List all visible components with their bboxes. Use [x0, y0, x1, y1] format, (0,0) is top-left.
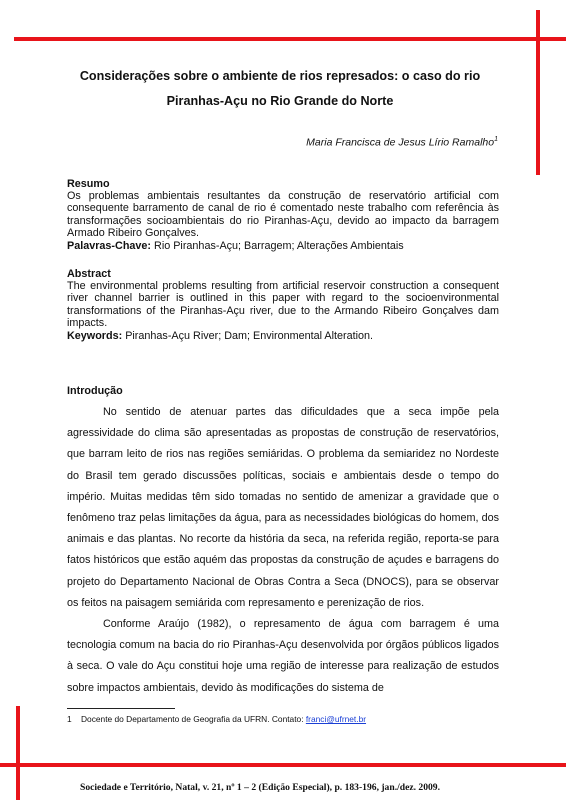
resumo-keywords-label: Palavras-Chave: — [67, 240, 152, 253]
top-red-rule — [14, 37, 566, 41]
abstract-keywords-label: Keywords: — [67, 330, 123, 343]
abstract-keywords-list: Piranhas-Açu River; Dam; Environmental Alteration. — [122, 330, 374, 343]
paper-title — [60, 64, 500, 114]
resumo-keywords — [67, 240, 499, 252]
abstract-keywords — [67, 330, 499, 342]
left-red-rule — [16, 706, 20, 800]
title-line-2: Piranhas-Açu no Rio Grande do Norte — [166, 94, 394, 108]
footnote-text: Docente do Departamento de Geografia da UFRN. Contato: — [81, 714, 306, 724]
resumo-text: Os problemas ambientais resultantes da construção de reservatório artificial com consequente barramento de canal de rio é comentado neste trabalho com referência às transformações socioambientais do rio Piranhas-Açu, devido ao impacto da barragem Armado Ribeiro Gonçalves. — [67, 190, 499, 239]
resumo-section — [67, 178, 499, 252]
author-footnote-mark: 1 — [494, 136, 498, 143]
author-line — [200, 136, 498, 149]
resumo-keywords-list: Rio Piranhas-Açu; Barragem; Alterações Ambientais — [151, 240, 404, 253]
abstract-section — [67, 268, 499, 342]
footnote-separator — [67, 708, 175, 709]
introduction-paragraph-2: Conforme Araújo (1982), o represamento de água com barragem é uma tecnologia comum na bacia do rio Piranhas-Açu desenvolvida por órgãos públicos ligados à seca. O vale do Açu constitui hoje uma região de interesse para realização de estudos sobre impactos ambientais, devido às modificações do sistema de — [67, 618, 499, 694]
right-red-rule — [536, 10, 540, 175]
title-line-1: Considerações sobre o ambiente de rios represados: o caso do rio — [79, 69, 481, 83]
abstract-heading: Abstract — [67, 268, 111, 280]
footnote-email-link[interactable]: franci@ufrnet.br — [305, 714, 367, 724]
journal-footer: Sociedade e Território, Natal, v. 21, nº 1 – 2 (Edição Especial), p. 183-196, jan./dez. 2009. — [80, 782, 440, 793]
resumo-heading: Resumo — [67, 178, 110, 190]
abstract-text: The environmental problems resulting from artificial reservoir construction a consequent river channel barrier is outlined in this paper with regard to the socioenvironmental transformations of the Piranhas-Açu river, due to the Armando Ribeiro Gonçalves dam impacts. — [67, 280, 499, 329]
author-name: Maria Francisca de Jesus Lírio Ramalho — [306, 136, 495, 149]
introduction-paragraph-1: No sentido de atenuar partes das dificuldades que a seca impõe pela agressividade do clima são apresentadas as propostas de construção de reservatórios, que barram leito de rios nas regiões semiáridas. O problema da semiaridez no Nordeste do Brasil tem gerado discussões políticas, sociais e ambientais desde o tempo do império. Muitas medidas têm sido tomadas no sentido de amenizar a gravidade que o fenômeno traz pelas limitações da água, para as necessidades biológicas do homem, dos animais e das plantas. No recorte da história da seca, na referida região, reporta-se para fatos históricos que estão aquém das propostas da construção de açudes e barragens do projeto do Departamento Nacional de Obras Contra a Seca (DNOCS), para se observar os feitos na paisagem semiárida com represamento e perenização de rios. — [67, 406, 499, 609]
footnote — [67, 714, 366, 724]
footnote-number: 1 — [67, 714, 72, 724]
introduction-body — [67, 402, 499, 699]
introduction-heading: Introdução — [67, 385, 123, 397]
bottom-red-rule — [0, 763, 566, 767]
